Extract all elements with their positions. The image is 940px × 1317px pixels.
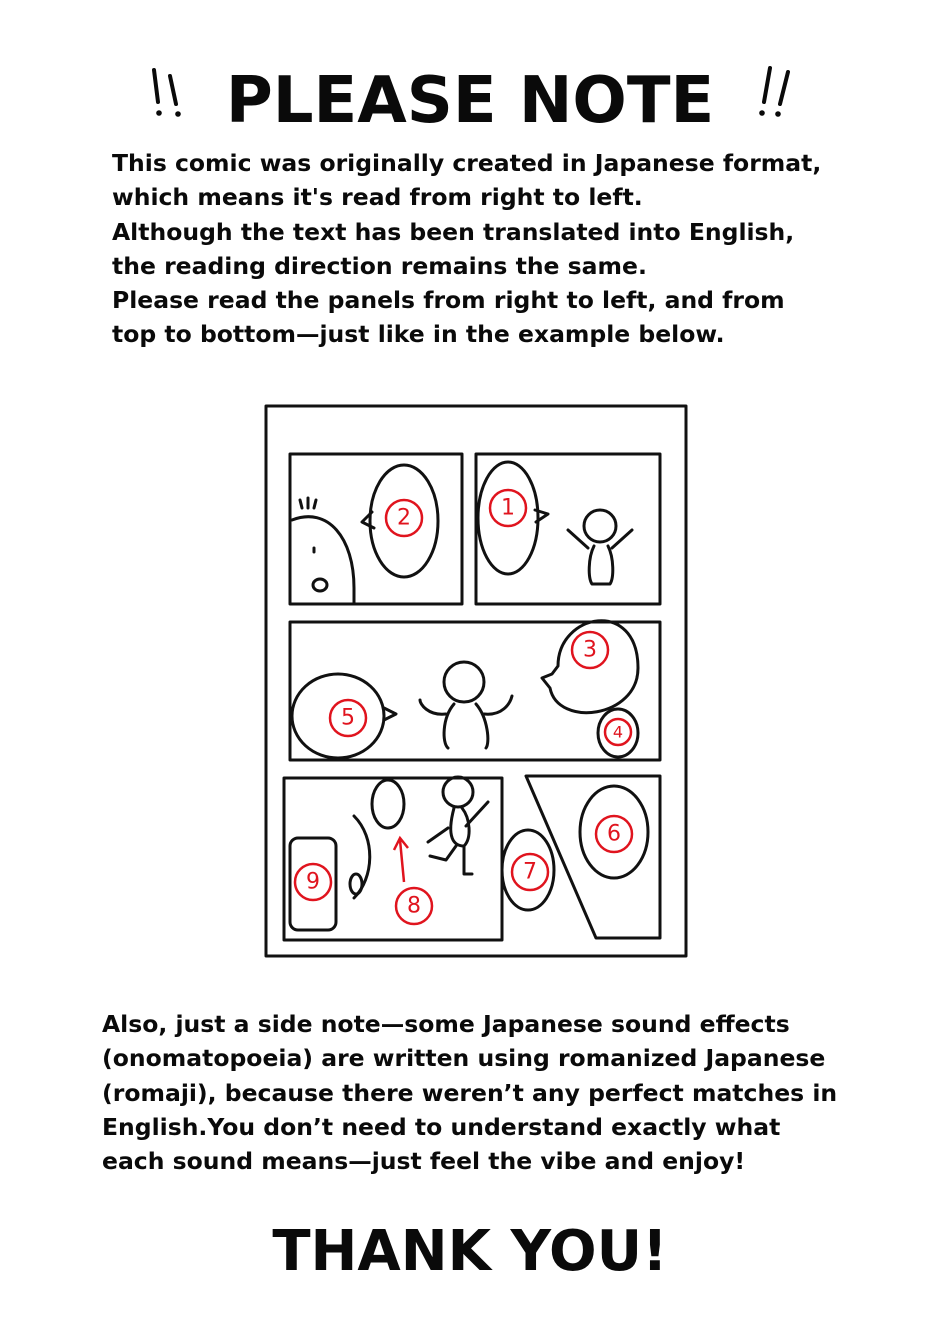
page-title-row (0, 58, 940, 141)
panel-frame-middle (290, 622, 660, 760)
intro-line: This comic was originally created in Japanese format, (112, 149, 822, 177)
order-number-7: 7 (523, 859, 537, 885)
arrow-icon (394, 838, 408, 882)
figure-head-bottom (443, 777, 473, 807)
order-number-2: 2 (397, 505, 411, 531)
comic-page-illustration (258, 398, 698, 968)
figure-head-middle (444, 662, 484, 702)
thank-you-heading: THANK YOU! (272, 1219, 668, 1284)
exclamation-left-icon (144, 61, 190, 141)
order-number-8: 8 (407, 893, 421, 919)
order-number-1: 1 (501, 495, 515, 521)
reading-order-diagram (258, 398, 698, 968)
order-number-6: 6 (607, 821, 621, 847)
intro-line: Although the text has been translated into English, (112, 217, 795, 246)
outro-line: each sound means—just feel the vibe and enjoy! (102, 1147, 746, 1176)
order-number-4: 4 (612, 722, 624, 742)
intro-line: which means it's read from right to left. (112, 183, 643, 212)
order-number-9: 9 (306, 869, 320, 895)
figure-head (584, 510, 616, 542)
outro-line: (romaji), because there weren’t any perfect matches in (102, 1078, 838, 1107)
order-number-5: 5 (341, 705, 355, 731)
order-number-3: 3 (583, 637, 597, 663)
exclamation-right-icon (750, 61, 796, 141)
intro-text (112, 146, 872, 352)
outro-line: (onomatopoeia) are written using romanized Japanese (102, 1044, 826, 1073)
intro-line: top to bottom—just like in the example below. (112, 320, 725, 349)
side-note-text (102, 1007, 882, 1178)
intro-line: Please read the panels from right to left, and from (112, 286, 785, 315)
intro-line: the reading direction remains the same. (112, 251, 647, 280)
outro-line: Also, just a side note—some Japanese sound effects (102, 1010, 790, 1038)
outro-line: English.You don’t need to understand exactly what (102, 1112, 781, 1141)
page-title: PLEASE NOTE (225, 64, 715, 139)
bubble-3 (542, 621, 638, 713)
